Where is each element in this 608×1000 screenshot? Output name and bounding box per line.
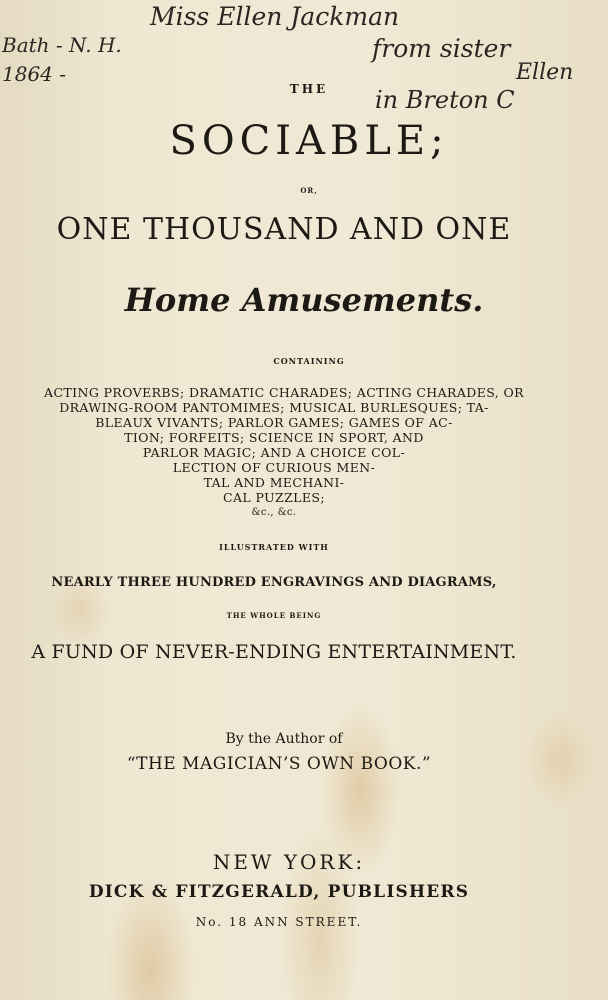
contents-line: LECTION OF CURIOUS MEN- <box>172 460 376 475</box>
title-or: OR, <box>300 186 318 195</box>
fund-line: A FUND OF NEVER-ENDING ENTERTAINMENT. <box>31 641 517 663</box>
inscription-line-2: from sister <box>372 34 511 63</box>
contents-line: DRAWING-ROOM PANTOMIMES; MUSICAL BURLESQUES; TA- <box>59 400 489 415</box>
illustrated-label: ILLUSTRATED WITH <box>219 542 329 552</box>
subtitle: ONE THOUSAND AND ONE <box>56 212 512 247</box>
inscription-line-3: Ellen <box>516 60 574 85</box>
contents-line: CAL PUZZLES; <box>223 490 325 505</box>
by-author: By the Author of <box>225 731 343 747</box>
main-title: SOCIABLE; <box>169 118 449 164</box>
imprint-city: NEW YORK: <box>212 850 366 874</box>
inscription-place: Bath - N. H. <box>2 33 122 57</box>
contents-line: TION; FORFEITS; SCIENCE IN SPORT, AND <box>124 430 424 445</box>
imprint-address: No. 18 ANN STREET. <box>195 915 363 929</box>
contents-line: PARLOR MAGIC; AND A CHOICE COL- <box>142 445 406 460</box>
contents-line: &c., &c. <box>251 507 297 518</box>
imprint-publisher: DICK & FITZGERALD, PUBLISHERS <box>88 882 470 902</box>
inscription-line-1: Miss Ellen Jackman <box>150 2 400 31</box>
gothic-subtitle: Home Amusements. <box>124 281 484 319</box>
contents-list <box>0 385 608 520</box>
contents-line: TAL AND MECHANI- <box>203 475 345 490</box>
contents-line: ACTING PROVERBS; DRAMATIC CHARADES; ACTING CHARADES, OR <box>44 385 524 400</box>
contents-line: BLEAUX VIVANTS; PARLOR GAMES; GAMES OF AC- <box>95 415 453 430</box>
magicians-book: “THE MAGICIAN’S OWN BOOK.” <box>126 754 432 774</box>
whole-being: THE WHOLE BEING <box>226 611 322 620</box>
inscription-line-4: in Breton C <box>375 86 515 114</box>
title-the: THE <box>289 82 329 96</box>
inscription-year: 1864 - <box>2 62 67 86</box>
engravings-line: NEARLY THREE HUNDRED ENGRAVINGS AND DIAGRAMS, <box>51 575 497 590</box>
containing-label: CONTAINING <box>273 356 345 366</box>
